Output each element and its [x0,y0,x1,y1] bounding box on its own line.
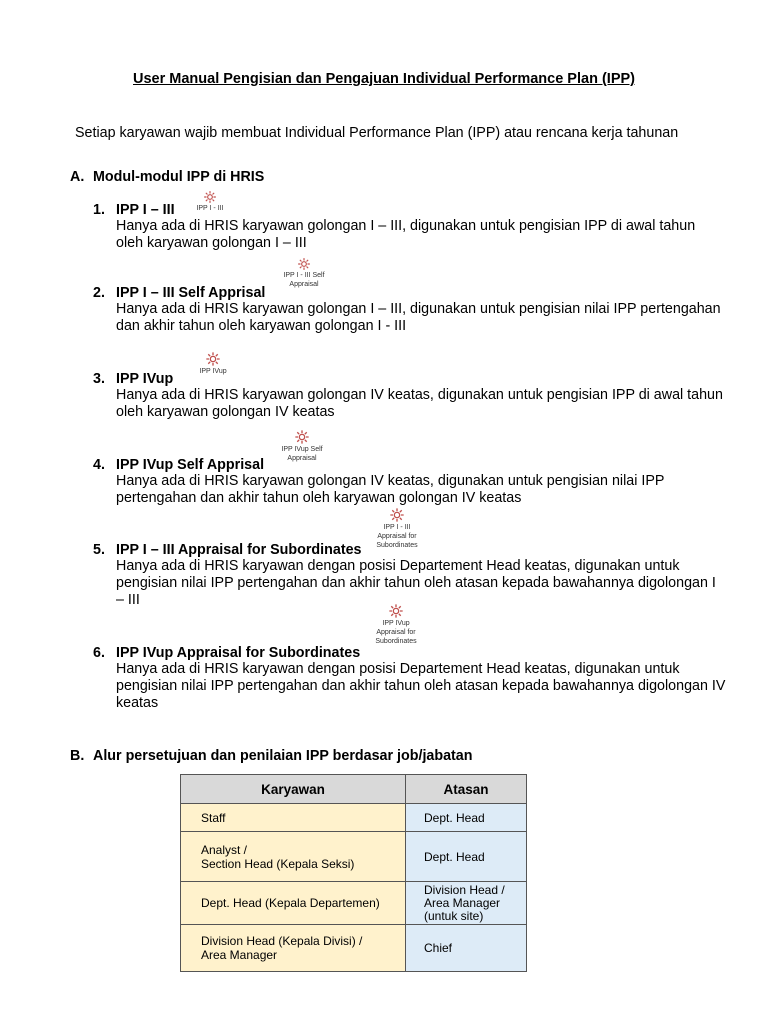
section-a-title: Modul-modul IPP di HRIS [93,169,265,185]
icon-label: IPP I - III Self Appraisal [283,272,325,288]
atasan-cell [406,804,527,832]
gear-icon [388,603,404,619]
page-title: User Manual Pengisian dan Pengajuan Individual Performance Plan (IPP) [133,71,635,87]
item-title: IPP IVup [116,371,174,387]
ipp-1-3-appraisal-subordinates-icon[interactable] [370,507,424,550]
desc-line: pengisian nilai IPP pertengahan dan akhir tahun oleh atasan kepada bawahannya digolongan IV [116,678,726,694]
desc-line: Hanya ada di HRIS karyawan golongan I – III, digunakan untuk pengisian IPP di awal tahun [116,218,696,234]
icon-label: IPP IVup [199,368,227,375]
ipp-ivup-appraisal-subordinates-icon[interactable] [368,603,424,646]
cell-line: Division Head (Kepala Divisi) / [201,934,363,948]
item-5-heading [93,542,362,558]
item-1-description [116,218,728,252]
item-number: 5. [93,542,105,558]
icon-label: IPP I - III Appraisal for Subordinates [376,524,418,549]
icon-label: IPP IVup Appraisal for Subordinates [375,620,417,645]
item-number: 4. [93,457,105,473]
cell-line: Dept. Head [424,810,485,825]
cell-line: Division Head / [424,882,505,897]
item-3-description [116,387,728,421]
atasan-cell [406,925,527,972]
desc-line: dan akhir tahun oleh karyawan golongan I - III [116,318,407,334]
section-b-title: Alur persetujuan dan penilaian IPP berdasar job/jabatan [93,748,473,764]
cell-line: Analyst / [201,842,248,857]
item-5-description [116,558,728,609]
item-4-heading [93,457,264,473]
cell-line: Section Head (Kepala Seksi) [201,856,355,871]
item-6-heading [93,645,360,661]
item-2-heading [93,285,265,301]
item-4-description [116,473,728,507]
item-title: IPP I – III Self Apprisal [116,285,266,301]
karyawan-cell [181,832,406,882]
gear-icon [205,351,221,367]
item-number: 2. [93,285,105,301]
desc-line: keatas [116,695,159,711]
header-karyawan: Karyawan [181,775,406,804]
ipp-1-3-module-icon[interactable] [180,190,240,213]
icon-label: IPP IVup Self Appraisal [281,446,323,462]
item-1-heading [93,202,175,218]
cell-line: Area Manager [201,948,278,962]
karyawan-cell [181,925,406,972]
karyawan-cell [181,804,406,832]
atasan-cell [406,832,527,882]
desc-line: Hanya ada di HRIS karyawan golongan I – III, digunakan untuk pengisian nilai IPP pertengahan [116,301,721,317]
desc-line: pengisian nilai IPP pertengahan dan akhir tahun oleh atasan kepada bawahannya digolongan I [116,575,716,591]
table-row [181,925,527,972]
ipp-ivup-self-appraisal-icon[interactable] [277,429,327,463]
intro-text: Setiap karyawan wajib membuat Individual Performance Plan (IPP) atau rencana kerja tahunan [75,125,679,141]
icon-label: IPP I - III [196,205,224,212]
gear-icon [297,257,311,271]
item-number: 6. [93,645,105,661]
desc-line: Hanya ada di HRIS karyawan dengan posisi Departement Head keatas, digunakan untuk [116,558,680,574]
desc-line: Hanya ada di HRIS karyawan golongan IV keatas, digunakan untuk pengisian nilai IPP [116,473,665,489]
desc-line: oleh karyawan golongan IV keatas [116,404,335,420]
gear-icon [389,507,405,523]
cell-line: Dept. Head [424,849,485,864]
section-a-letter: A. [70,169,85,185]
header-atasan: Atasan [406,775,527,804]
ipp-1-3-self-appraisal-icon[interactable] [276,257,332,289]
approval-flow-table [180,774,527,972]
desc-line: – III [116,592,140,608]
desc-line: Hanya ada di HRIS karyawan dengan posisi Departement Head keatas, digunakan untuk [116,661,680,677]
table-row [181,804,527,832]
table-header-row [181,775,527,804]
table-row [181,882,527,925]
gear-icon [203,190,217,204]
item-2-description [116,301,728,335]
item-title: IPP IVup Appraisal for Subordinates [116,645,361,661]
item-3-heading [93,371,173,387]
desc-line: pertengahan dan akhir tahun oleh karyawan golongan IV keatas [116,490,522,506]
cell-line: Area Manager [424,895,501,910]
section-b-letter: B. [70,748,85,764]
item-title: IPP I – III Appraisal for Subordinates [116,542,362,558]
cell-line: (untuk site) [424,908,484,923]
item-number: 3. [93,371,105,387]
karyawan-cell [181,882,406,925]
cell-line: Staff [201,810,226,825]
table-row [181,832,527,882]
desc-line: oleh karyawan golongan I – III [116,235,307,251]
desc-line: Hanya ada di HRIS karyawan golongan IV keatas, digunakan untuk pengisian IPP di awal tahun [116,387,723,403]
gear-icon [294,429,310,445]
item-title: IPP IVup Self Apprisal [116,457,265,473]
atasan-cell [406,882,527,925]
item-6-description [116,661,728,712]
item-number: 1. [93,202,105,218]
section-a-heading [70,169,264,185]
ipp-ivup-module-icon[interactable] [186,351,240,376]
cell-line: Dept. Head (Kepala Departemen) [201,896,380,910]
item-title: IPP I – III [116,202,175,218]
cell-line: Chief [424,941,453,955]
section-b-heading [70,748,473,764]
